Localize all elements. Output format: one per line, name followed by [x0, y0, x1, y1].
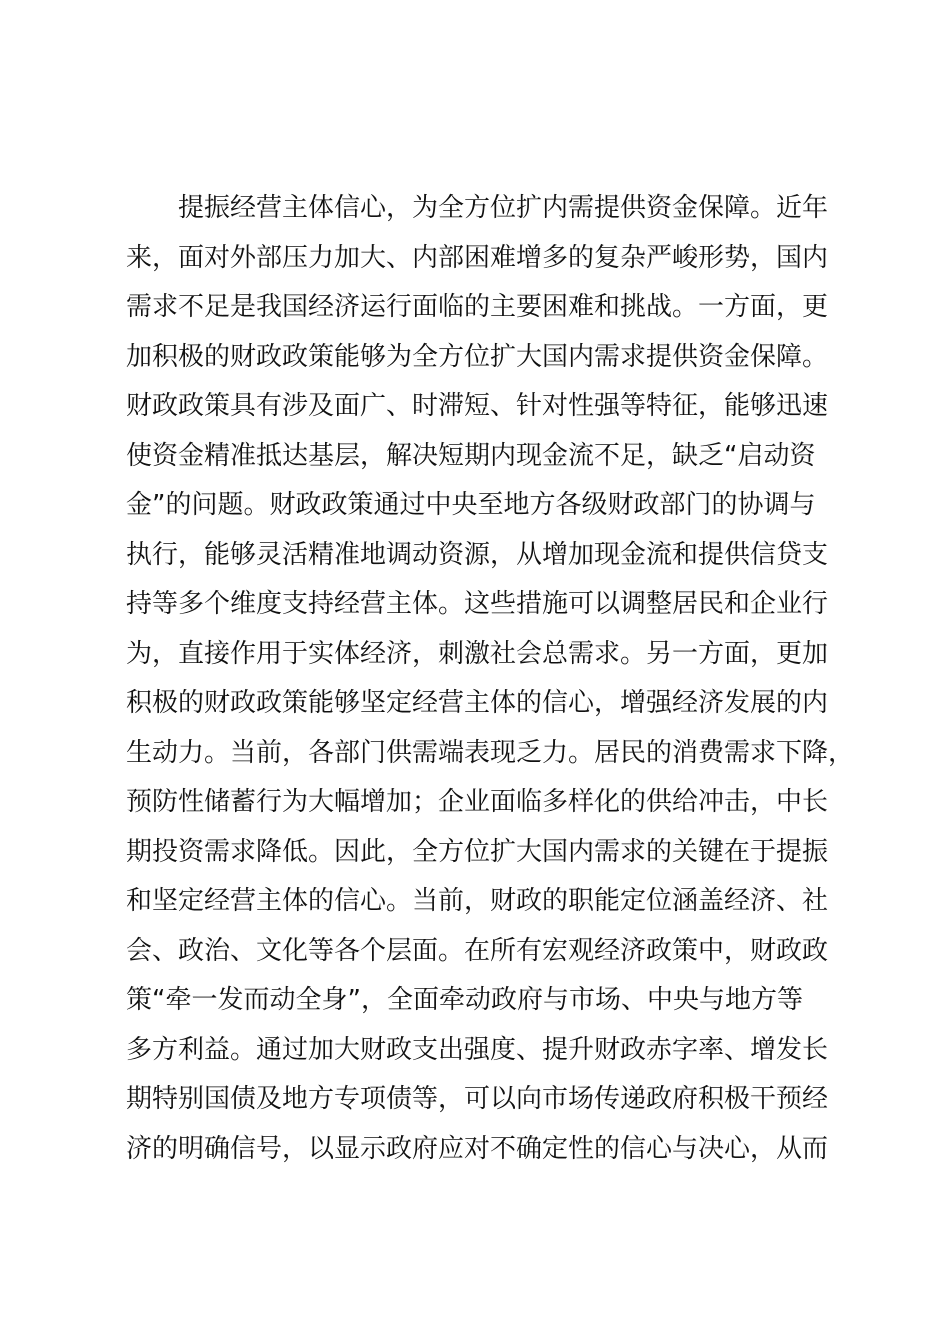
paragraph-line: 多方利益。通过加大财政支出强度、提升财政赤字率、增发长	[126, 1034, 829, 1065]
paragraph-line: 提振经营主体信心，为全方位扩内需提供资金保障。近年	[178, 193, 829, 223]
paragraph-line: 财政政策具有涉及面广、时滞短、针对性强等特征，能够迅速	[126, 391, 829, 421]
paragraph-line: 策“牵一发而动全身”，全面牵动政府与市场、中央与地方等	[126, 985, 803, 1015]
paragraph-line: 和坚定经营主体的信心。当前，财政的职能定位涵盖经济、社	[126, 886, 829, 916]
paragraph-line: 使资金精准抵达基层，解决短期内现金流不足，缺乏“启动资	[126, 440, 816, 471]
paragraph-line: 为，直接作用于实体经济，刺激社会总需求。另一方面，更加	[126, 638, 829, 669]
paragraph-line: 会、政治、文化等各个层面。在所有宏观经济政策中，财政政	[126, 935, 829, 966]
paragraph-line: 金”的问题。财政政策通过中央至地方各级财政部门的协调与	[126, 490, 816, 520]
paragraph-line: 执行，能够灵活精准地调动资源，从增加现金流和提供信贷支	[126, 539, 829, 570]
paragraph-line: 持等多个维度支持经营主体。这些措施可以调整居民和企业行	[126, 589, 829, 619]
paragraph-line: 积极的财政政策能够坚定经营主体的信心，增强经济发展的内	[126, 688, 829, 718]
paragraph-line: 加积极的财政政策能够为全方位扩大国内需求提供资金保障。	[126, 341, 829, 372]
body-paragraph	[126, 184, 855, 1174]
paragraph-line: 期特别国债及地方专项债等，可以向市场传递政府积极干预经	[126, 1084, 829, 1114]
paragraph-line: 生动力。当前，各部门供需端表现乏力。居民的消费需求下降，	[126, 737, 855, 768]
paragraph-line: 济的明确信号，以显示政府应对不确定性的信心与决心，从而	[126, 1133, 829, 1164]
paragraph-line: 预防性储蓄行为大幅增加；企业面临多样化的供给冲击，中长	[126, 787, 829, 817]
paragraph-line: 需求不足是我国经济运行面临的主要困难和挑战。一方面，更	[126, 292, 829, 322]
paragraph-line: 期投资需求降低。因此，全方位扩大国内需求的关键在于提振	[126, 836, 829, 867]
paragraph-line: 来，面对外部压力加大、内部困难增多的复杂严峻形势，国内	[126, 242, 829, 273]
